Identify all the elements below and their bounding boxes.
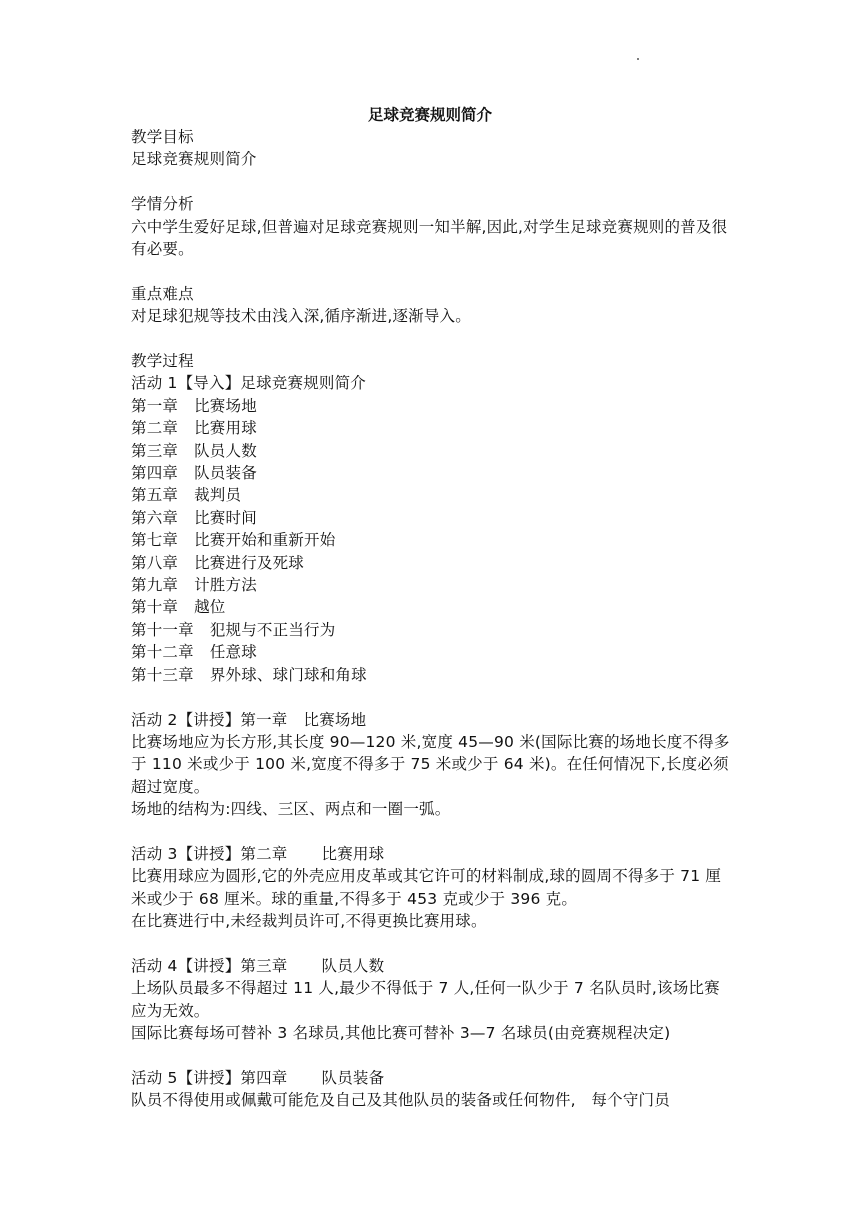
activity3-paragraph: 在比赛进行中,未经裁判员许可,不得更换比赛用球。 <box>131 912 487 931</box>
activity1-line: 活动 1【导入】足球竞赛规则简介 <box>131 374 366 393</box>
analysis-heading: 学情分析 <box>131 195 194 214</box>
chapter-item: 第二章 比赛用球 <box>131 419 257 438</box>
activity5-paragraph: 队员不得使用或佩戴可能危及自己及其他队员的装备或任何物件, 每个守门员 <box>131 1091 670 1110</box>
chapter-item: 第五章 裁判员 <box>131 486 242 505</box>
difficulty-heading: 重点难点 <box>131 284 194 303</box>
activity2-paragraph: 场地的结构为:四线、三区、两点和一圈一弧。 <box>131 800 451 819</box>
process-heading: 教学过程 <box>131 352 194 371</box>
chapter-list <box>131 395 733 686</box>
chapter-item: 第一章 比赛场地 <box>131 396 257 415</box>
document-body <box>131 126 733 1112</box>
chapter-item: 第十三章 界外球、球门球和角球 <box>131 665 367 684</box>
activity2-paragraph: 比赛场地应为长方形,其长度 90—120 米,宽度 45—90 米(国际比赛的场地长度不得多于 110 米或少于 100 米,宽度不得多于 75 米或少于 64 米)。在任何情况下,长度必须超过宽度。 <box>131 732 730 796</box>
document-title: 足球竞赛规则简介 <box>367 106 492 124</box>
goal-text: 足球竞赛规则简介 <box>131 150 257 169</box>
difficulty-text: 对足球犯规等技术由浅入深,循序渐进,逐渐导入。 <box>131 307 471 326</box>
activity4-paragraph: 国际比赛每场可替补 3 名球员,其他比赛可替补 3—7 名球员(由竞赛规程决定) <box>131 1024 671 1043</box>
activity4-heading: 活动 4【讲授】第三章 队员人数 <box>131 956 385 975</box>
chapter-item: 第七章 比赛开始和重新开始 <box>131 531 336 550</box>
activity5-heading: 活动 5【讲授】第四章 队员装备 <box>131 1068 385 1087</box>
chapter-item: 第四章 队员装备 <box>131 464 257 483</box>
chapter-item: 第三章 队员人数 <box>131 441 257 460</box>
chapter-item: 第八章 比赛进行及死球 <box>131 553 305 572</box>
chapter-item: 第十二章 任意球 <box>131 643 257 662</box>
analysis-text: 六中学生爱好足球,但普遍对足球竞赛规则一知半解,因此,对学生足球竞赛规则的普及很有必要。 <box>131 217 728 259</box>
header-dot <box>637 58 639 60</box>
chapter-item: 第十章 越位 <box>131 598 226 617</box>
activity2-heading: 活动 2【讲授】第一章 比赛场地 <box>131 710 367 729</box>
activity3-heading: 活动 3【讲授】第二章 比赛用球 <box>131 844 385 863</box>
activity4-paragraph: 上场队员最多不得超过 11 人,最少不得低于 7 人,任何一队少于 7 名队员时,该场比赛应为无效。 <box>131 979 720 1020</box>
goal-heading: 教学目标 <box>131 128 194 146</box>
activity3-paragraph: 比赛用球应为圆形,它的外壳应用皮革或其它许可的材料制成,球的圆周不得多于 71 厘米或少于 68 厘米。球的重量,不得多于 453 克或少于 396 克。 <box>131 867 722 908</box>
chapter-item: 第十一章 犯规与不正当行为 <box>131 620 336 639</box>
chapter-item: 第九章 计胜方法 <box>131 576 257 595</box>
chapter-item: 第六章 比赛时间 <box>131 508 257 527</box>
